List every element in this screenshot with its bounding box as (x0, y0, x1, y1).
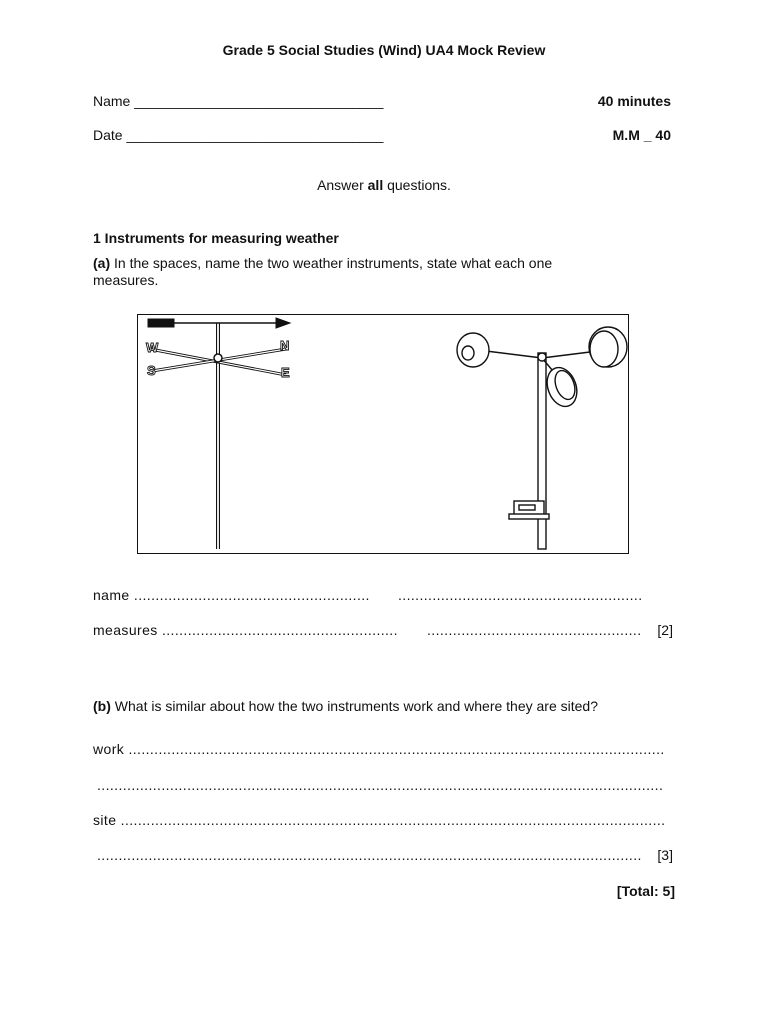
instructions-suffix: questions. (383, 177, 451, 193)
name-field[interactable]: Name ________________________________ (93, 93, 384, 109)
vane-letter-w: W (146, 340, 159, 355)
vane-letter-s: S (147, 363, 156, 378)
question-1a-label: (a) (93, 255, 111, 271)
measures-answer-line-1[interactable]: measures ....................................................... (93, 622, 398, 638)
max-marks-label: M.M _ 40 (612, 127, 671, 143)
vane-letter-n: N (280, 338, 290, 353)
page-title: Grade 5 Social Studies (Wind) UA4 Mock Review (222, 42, 546, 58)
measures-answer-line-2[interactable]: .................................................. (427, 622, 642, 638)
question-1b-text (93, 698, 598, 714)
name-answer-line-2[interactable]: ......................................................... (398, 587, 643, 603)
site-answer-line-2[interactable]: ............................................................................................................................... (97, 847, 642, 863)
instructions (0, 177, 768, 193)
question-1-total: [Total: 5] (616, 883, 675, 899)
anemometer-illustration (457, 327, 627, 549)
work-answer-line-2[interactable]: .................................................................................................................................... (97, 777, 664, 793)
site-answer-line-1[interactable]: site ............................................................................................................................... (93, 812, 666, 828)
instructions-prefix: Answer (317, 177, 368, 193)
name-answer-line-1[interactable]: name ....................................................... (93, 587, 370, 603)
question-1a-marks: [2] (657, 622, 673, 638)
question-1b-label: (b) (93, 698, 111, 714)
work-answer-line-1[interactable]: work ............................................................................................................................. (93, 741, 665, 757)
question-1a-text-cont: measures. (93, 272, 159, 288)
question-1b-marks: [3] (657, 847, 673, 863)
question-1-heading: 1 Instruments for measuring weather (93, 230, 339, 246)
instruments-illustration (138, 315, 628, 553)
question-1b-prompt: What is similar about how the two instruments work and where they are sited? (110, 698, 598, 714)
question-1a-prompt: In the spaces, name the two weather instruments, state what each one (110, 255, 553, 271)
duration-label: 40 minutes (597, 93, 671, 109)
date-field[interactable]: Date _________________________________ (93, 127, 384, 143)
question-1a-text (93, 255, 552, 271)
instructions-emphasis: all (367, 177, 384, 193)
wind-vane-illustration (148, 318, 290, 549)
instruments-figure (137, 314, 629, 554)
vane-letter-e: E (281, 365, 290, 380)
